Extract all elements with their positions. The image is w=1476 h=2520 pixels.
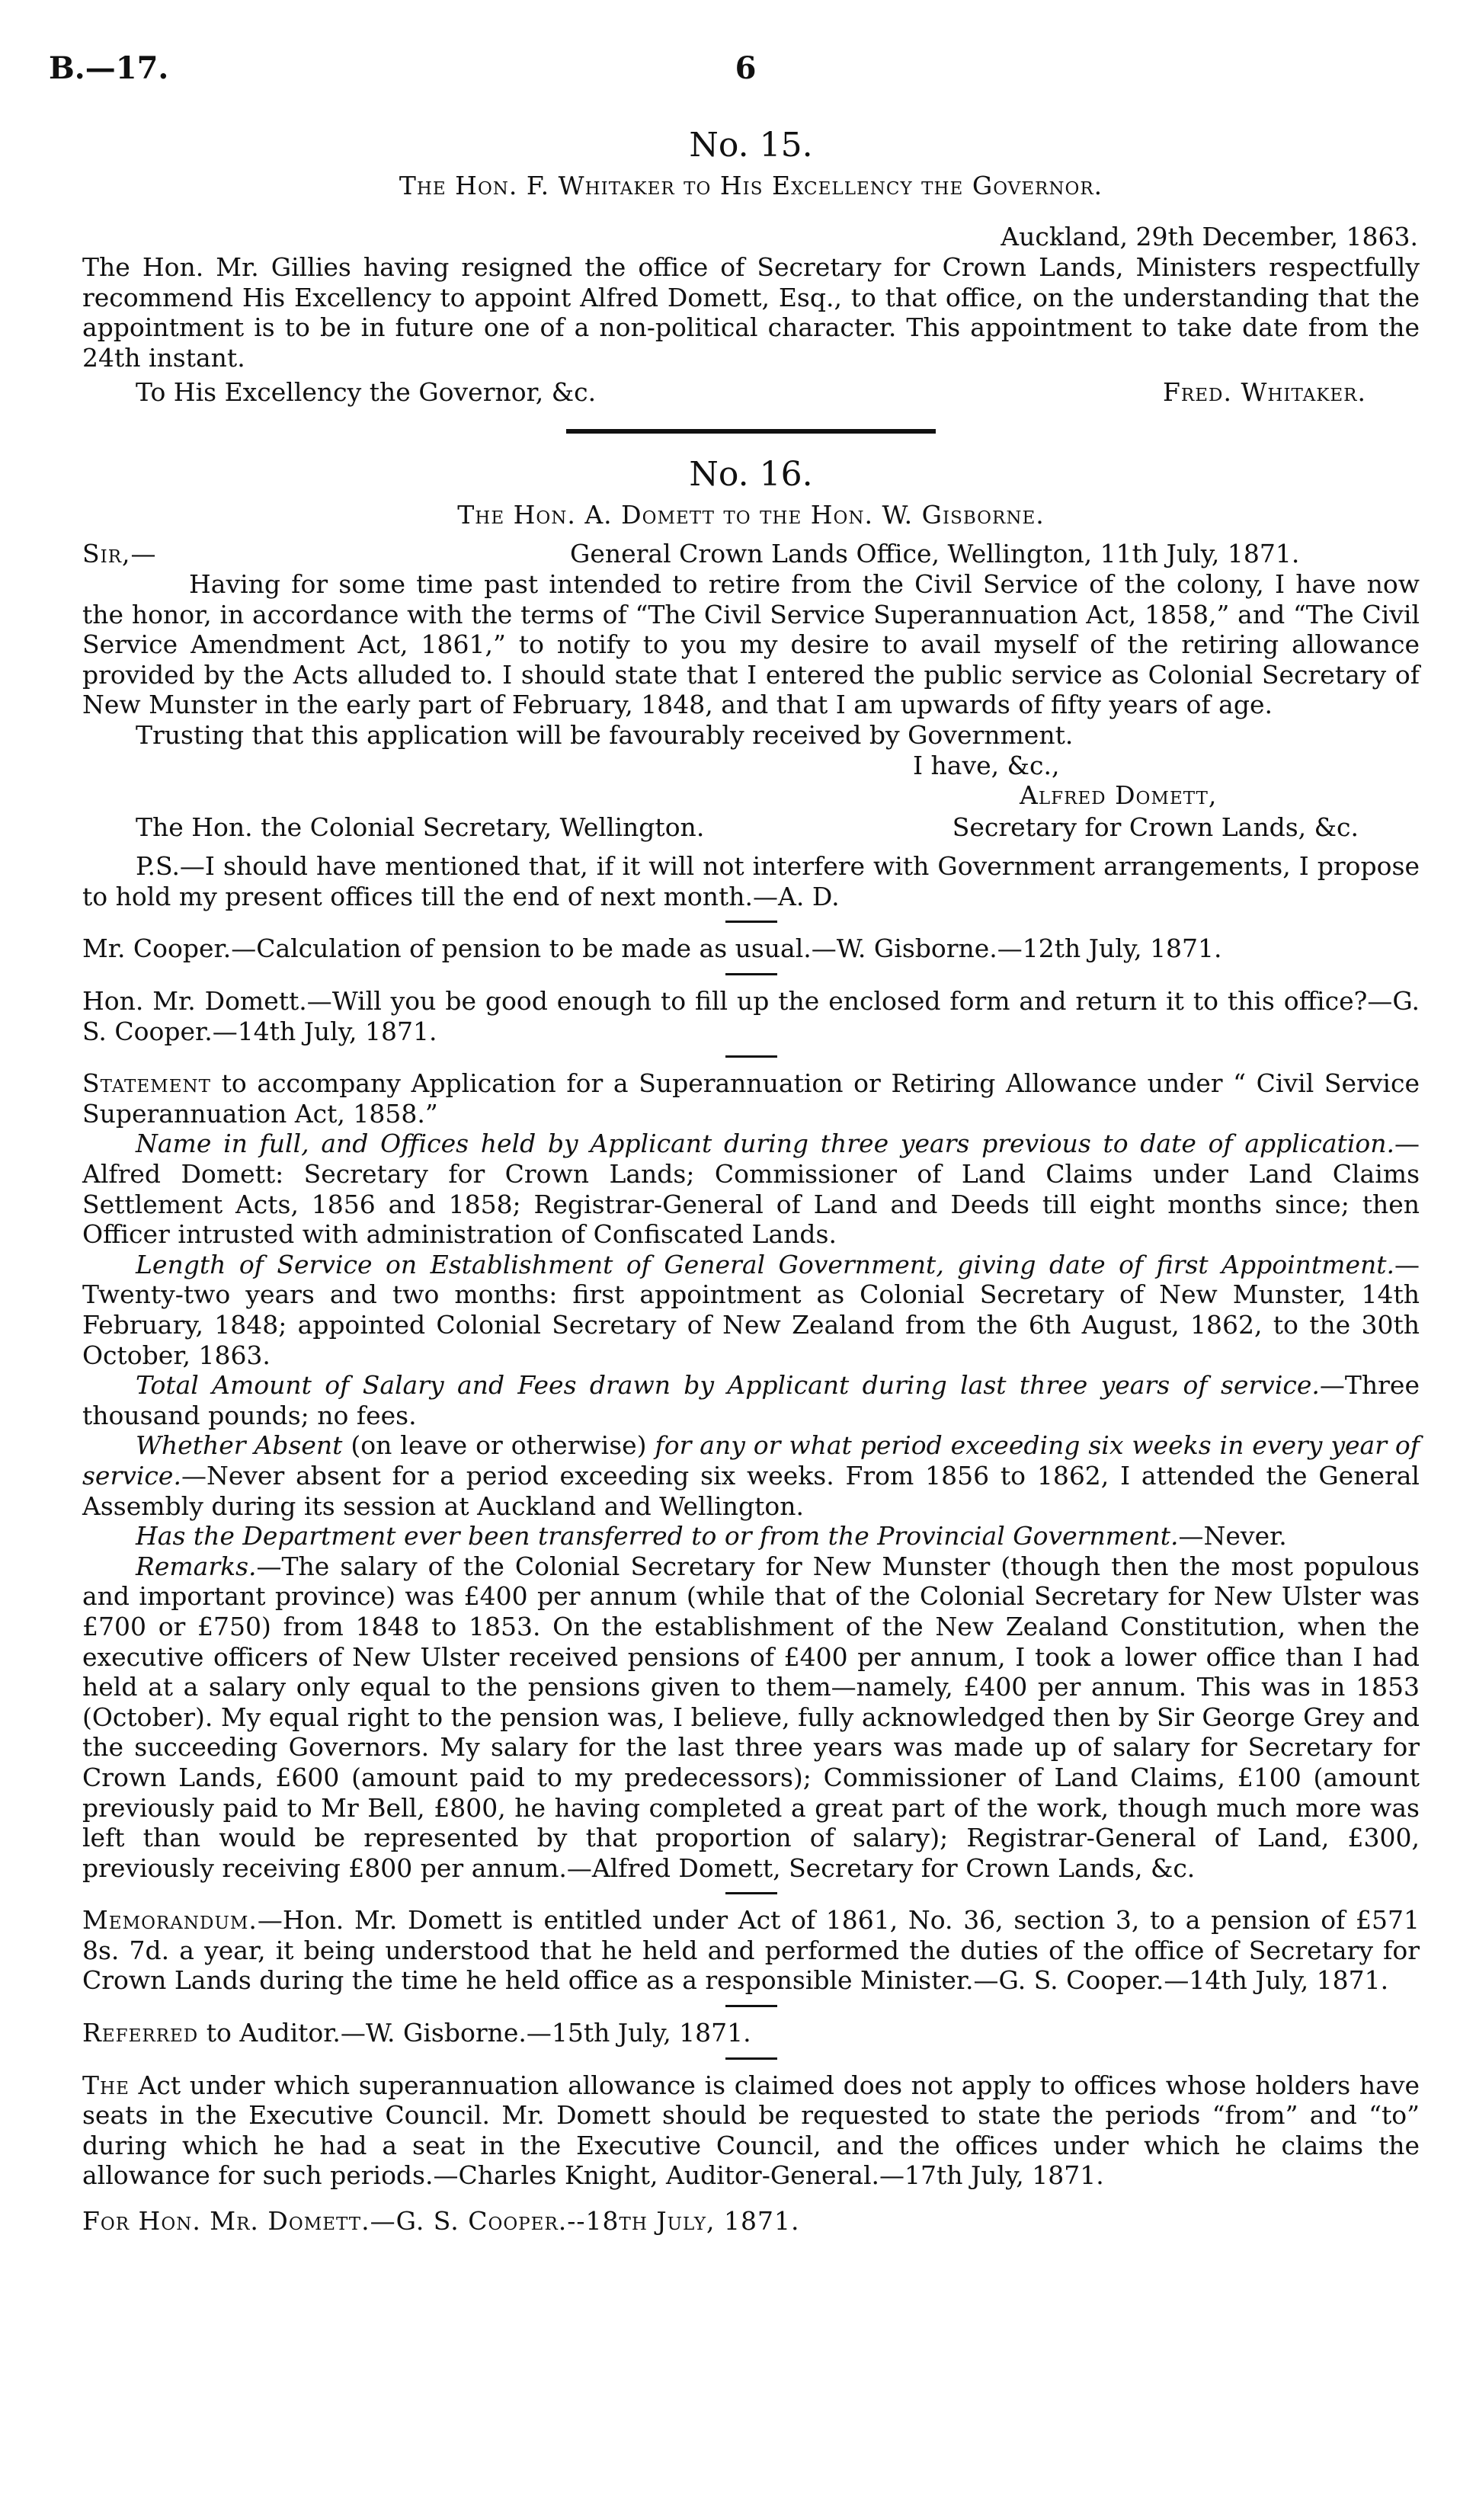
minute-cooper: Mr. Cooper.—Calculation of pension to be made as usual.—W. Gisborne.—12th July, 1871. xyxy=(82,933,1222,964)
referred-minute xyxy=(82,2018,1420,2048)
letter-15-title: No. 15. xyxy=(689,126,813,165)
letter-16-heading xyxy=(82,539,1420,569)
statement-question-4c: for any or what period exceeding six weeks in every year of service. xyxy=(82,1430,1420,1491)
letter-16-addressee: The Hon. the Colonial Secretary, Wellington. xyxy=(136,812,705,842)
referred-text: to Auditor.—W. Gisborne.—15th July, 1871. xyxy=(198,2018,751,2048)
statement-item-2 xyxy=(82,1250,1420,1370)
letter-16-date: General Crown Lands Office, Wellington, 11th July, 1871. xyxy=(570,539,1300,569)
statement-item-1 xyxy=(82,1129,1420,1249)
statement-item-3 xyxy=(82,1370,1420,1430)
letter-16-signoff xyxy=(82,812,1420,843)
minute-divider xyxy=(725,1055,777,1058)
letter-16-salutation: Sir,— xyxy=(82,539,157,569)
section-divider xyxy=(566,429,936,434)
statement-item-6 xyxy=(82,1551,1420,1884)
statement-item-4 xyxy=(82,1430,1420,1521)
letter-no-15 xyxy=(82,126,1420,408)
memorandum xyxy=(82,1905,1420,1996)
statement-question-2: Length of Service on Establishment of General Government, giving date of first Appointment. xyxy=(136,1249,1394,1279)
letter-no-16 xyxy=(82,455,1420,912)
letter-16-signature-title: Secretary for Crown Lands, &c. xyxy=(952,812,1359,842)
statement-heading xyxy=(82,1068,1420,1129)
memorandum-text: —Hon. Mr. Domett is entitled under Act of 1861, No. 36, section 3, to a pension of £571 8s. 7d. a year, it being understood that he held and performed the duties of the office of Secretary for Crown Lands during the time he held office as a responsible Minister.—G. S. Cooper.—14th July, 1871. xyxy=(82,1905,1420,1996)
page-number: 6 xyxy=(735,50,757,86)
statement-answer-4: —Never absent for a period exceeding six weeks. From 1856 to 1862, I attended the General Assembly during its session at Auckland and Wellington. xyxy=(82,1460,1420,1521)
letter-15-date: Auckland, 29th December, 1863. xyxy=(1001,222,1418,252)
statement-answer-2: — Twenty-two years and two months: first appointment as Colonial Secretary of New Munster, 14th February, 1848; appointed Colonial Secretary of New Zealand from the 6th August, 1862, to the 30th October, 1863. xyxy=(82,1249,1420,1370)
letter-16-title: No. 16. xyxy=(689,454,813,494)
letter-15-signoff xyxy=(82,377,1420,408)
statement-answer-1: —Alfred Domett: Secretary for Crown Lands; Commissioner of Land Claims under Land Claims Settlement Acts, 1856 and 1858; Registrar-General of Land and Deeds till eight months since; then Officer intrusted with administration of Confiscated Lands. xyxy=(82,1129,1420,1250)
statement-answer-6: —The salary of the Colonial Secretary for New Munster (though then the most populous and important province) was £400 per annum (while that of the Colonial Secretary for New Ulster was £700 or £750) from 1848 to 1853. On the establishment of the New Zealand Constitution, when the executive officers of New Ulster received pensions of £400 per annum, I took a lower office than I had held at a salary only equal to the pensions given to them—namely, £400 per annum. This was in 1853 (October). My equal right to the pension was, I believe, fully acknowledged then by Sir George Grey and the succeeding Governors. My salary for the last three years was made up of salary for Secretary for Crown Lands, £600 (amount paid to my predecessors); Commissioner of Land Claims, £100 (amount previously paid to Mr Bell, £800, he having completed a great part of the work, though much more was left than would be represented by that proportion of salary); Registrar-General of Land, £300, previously receiving £800 per annum.—Alfred Domett, Secretary for Crown Lands, &c. xyxy=(82,1551,1420,1883)
letter-16-subtitle: The Hon. A. Domett to the Hon. W. Gisborne. xyxy=(457,499,1045,530)
statement-answer-5: —Never. xyxy=(1178,1521,1287,1551)
statement-lead-rest: to accompany Application for a Superannuation or Retiring Allowance under “ Civil Service Superannuation Act, 1858.” xyxy=(82,1068,1420,1129)
minute-divider xyxy=(725,973,777,975)
statement-lead: Statement xyxy=(82,1068,211,1099)
letter-16-body-2: Trusting that this application will be favourably received by Government. xyxy=(136,719,1074,750)
document-body xyxy=(82,126,1420,2237)
statement-question-4b: (on leave or otherwise) xyxy=(342,1430,655,1461)
memorandum-lead: Memorandum. xyxy=(82,1905,258,1936)
auditor-lead: The xyxy=(82,2070,130,2100)
statement-question-4a: Whether Absent xyxy=(136,1430,343,1461)
auditor-minute xyxy=(82,2070,1420,2191)
letter-16-postscript: P.S.—I should have mentioned that, if it will not interfere with Government arrangements, I propose to hold my present offices till the end of next month.—A. D. xyxy=(82,851,1420,911)
statement xyxy=(82,1068,1420,1883)
minute-domett: Hon. Mr. Domett.—Will you be good enough to fill up the enclosed form and return it to this office?—G. S. Cooper.—14th July, 1871. xyxy=(82,986,1420,1046)
letter-16-close: I have, &c., xyxy=(913,750,1060,780)
letter-16-body-1: Having for some time past intended to retire from the Civil Service of the colony, I have now the honor, in accordance with the terms of “The Civil Service Superannuation Act, 1858,” and “The Civil Service Amendment Act, 1861,” to notify to you my desire to avail myself of the retiring allowance provided by the Acts alluded to. I should state that I entered the public service as Colonial Secretary of New Munster in the early part of February, 1848, and that I am upwards of fifty years of age. xyxy=(82,568,1420,720)
minute-divider xyxy=(725,2005,777,2007)
statement-answer-3: —Three thousand pounds; no fees. xyxy=(82,1370,1420,1430)
minute-divider xyxy=(725,2057,777,2060)
minute-divider xyxy=(725,921,777,923)
statement-item-5 xyxy=(82,1521,1420,1551)
minute-divider xyxy=(725,1892,777,1894)
statement-question-3: Total Amount of Salary and Fees drawn by Applicant during last three years of service. xyxy=(136,1370,1320,1401)
statement-question-1: Name in full, and Offices held by Applicant during three years previous to date of application. xyxy=(136,1129,1394,1159)
statement-question-5: Has the Department ever been transferred to or from the Provincial Government. xyxy=(136,1521,1179,1551)
auditor-text: Act under which superannuation allowance is claimed does not apply to offices whose holders have seats in the Executive Council. Mr. Domett should be requested to state the periods “from” and “to” during which he had a seat in the Executive Council, and the offices under which he claims the allowance for such periods.—Charles Knight, Auditor-General.—17th July, 1871. xyxy=(82,2070,1420,2191)
spacer xyxy=(82,2191,1420,2201)
document-reference: B.—17. xyxy=(49,50,169,86)
letter-15-signature: Fred. Whitaker. xyxy=(1163,377,1366,408)
letter-15-body: The Hon. Mr. Gillies having resigned the office of Secretary for Crown Lands, Ministers respectfully recommend His Excellency to appoint Alfred Domett, Esq., to that office, on the understanding that the appointment is to be in future one of a non-political character. This appointment to take date from the 24th instant. xyxy=(82,251,1420,373)
referred-lead: Referred xyxy=(82,2018,199,2048)
letter-16-signature-name: Alfred Domett, xyxy=(1020,780,1218,811)
statement-question-6: Remarks. xyxy=(136,1551,257,1581)
letter-15-addressee: To His Excellency the Governor, &c. xyxy=(136,377,597,408)
letter-15-subtitle: The Hon. F. Whitaker to His Excellency the Governor. xyxy=(399,170,1103,200)
final-minute: For Hon. Mr. Domett.—G. S. Cooper.--18th July, 1871. xyxy=(82,2206,800,2237)
